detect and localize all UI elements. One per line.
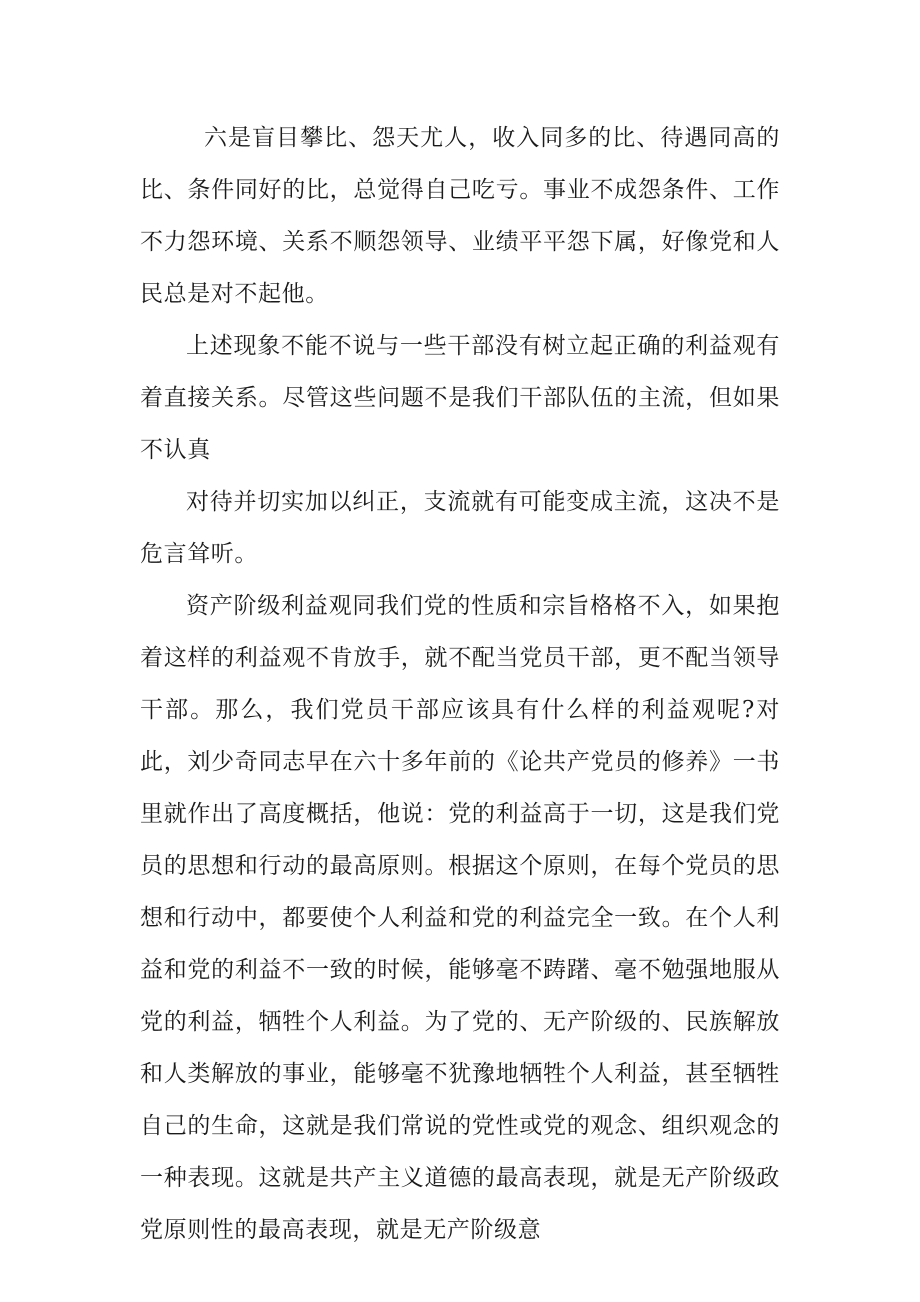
paragraph-3: 对待并切实加以纠正，支流就有可能变成主流，这决不是危言耸听。 [140, 489, 780, 567]
paragraph-2: 上述现象不能不说与一些干部没有树立起正确的利益观有着直接关系。尽管这些问题不是我们干部队伍的主流，但如果不认真 [140, 333, 780, 463]
paragraph-1: 六是盲目攀比、怨天尤人，收入同多的比、待遇同高的比、条件同好的比，总觉得自己吃亏。事业不成怨条件、工作不力怨环境、关系不顺怨领导、业绩平平怨下属，好像党和人民总是对不起他。 [140, 125, 780, 307]
paragraph-4: 资产阶级利益观同我们党的性质和宗旨格格不入，如果抱着这样的利益观不肯放手，就不配当党员干部，更不配当领导干部。那么，我们党员干部应该具有什么样的利益观呢?对此，刘少奇同志早在六十多年前的《论共产党员的修养》一书里就作出了高度概括，他说：党的利益高于一切，这是我们党员的思想和行动的最高原则。根据这个原则，在每个党员的思想和行动中，都要使个人利益和党的利益完全一致。在个人利益和党的利益不一致的时候，能够毫不踌躇、毫不勉强地服从党的利益，牺牲个人利益。为了党的、无产阶级的、民族解放和人类解放的事业，能够毫不犹豫地牺牲个人利益，甚至牺牲自己的生命，这就是我们常说的党性或党的观念、组织观念的一种表现。这就是共产主义道德的最高表现，就是无产阶级政党原则性的最高表现，就是无产阶级意 [140, 593, 780, 1243]
document-body [140, 112, 780, 1256]
